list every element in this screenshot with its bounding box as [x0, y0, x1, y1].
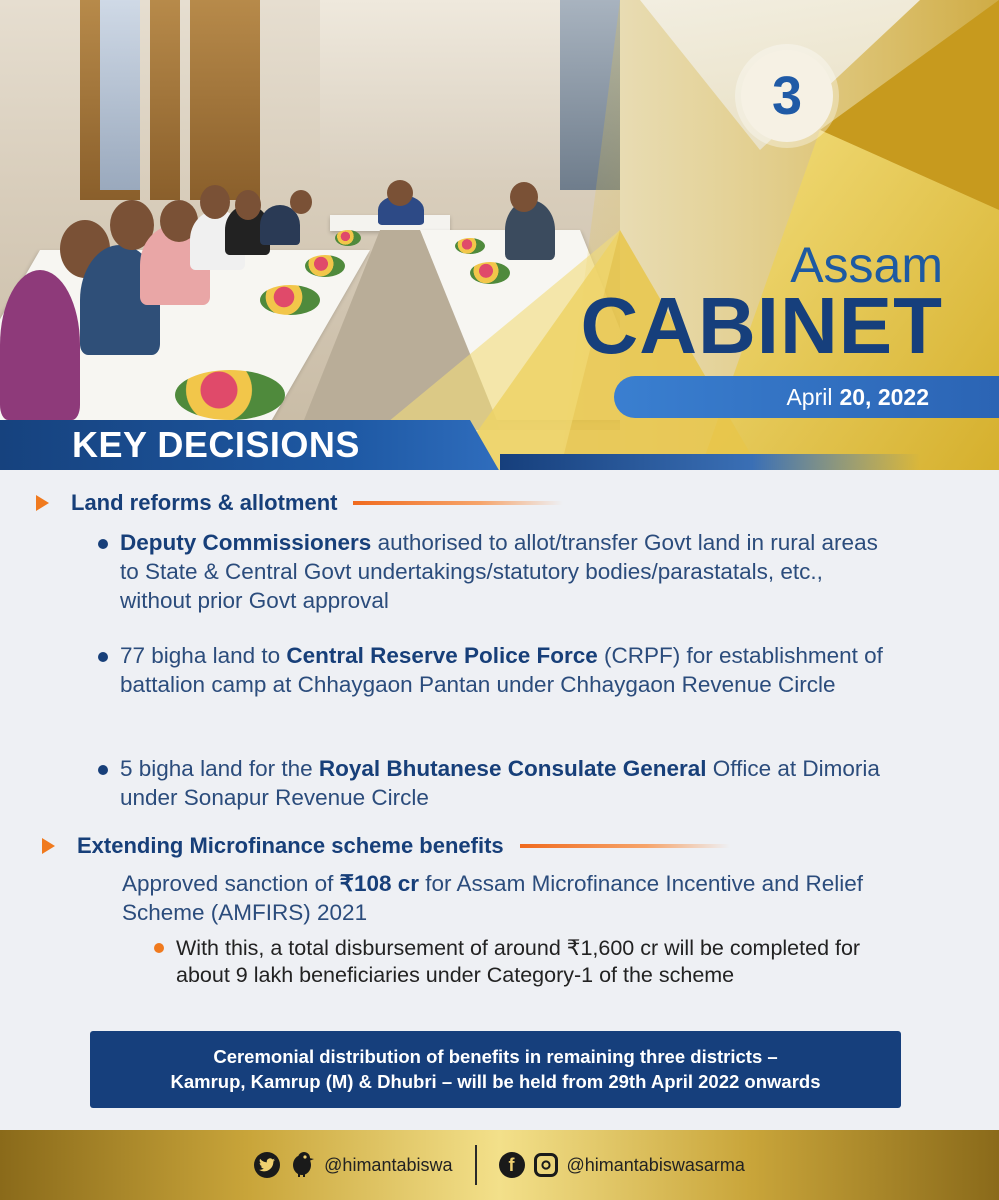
orange-bullet-dot: [154, 943, 164, 953]
date-pill: April 20, 2022: [614, 376, 999, 418]
section-title: Extending Microfinance scheme benefits: [77, 833, 504, 858]
orange-rule: [353, 501, 563, 505]
footer-bar: [0, 1130, 999, 1200]
notice-line-1: Ceremonial distribution of benefits in remaining three districts –: [213, 1046, 778, 1067]
list-item: Deputy Commissioners authorised to allot/transfer Govt land in rural areas to State & Central Govt undertakings/statutory bodies/parastatals, etc., without prior Govt approval: [120, 528, 890, 615]
list-item: 5 bigha land for the Royal Bhutanese Consulate General Office at Dimoria under Sonapur Revenue Circle: [120, 754, 890, 812]
hero-banner: [0, 0, 999, 470]
footer-divider: [475, 1145, 477, 1185]
arrow-icon: [36, 495, 49, 511]
section-microfinance: [42, 833, 730, 859]
decorative-stripe: [500, 454, 920, 470]
social-right: [499, 1152, 745, 1178]
handle-left[interactable]: @himantabiswa: [324, 1154, 453, 1175]
bullet-dot: [98, 539, 108, 549]
bullet-dot: [98, 765, 108, 775]
microfinance-intro: Approved sanction of ₹108 cr for Assam Microfinance Incentive and Relief Scheme (AMFIRS) 2021: [122, 871, 863, 925]
key-decisions-heading: KEY DECISIONS: [72, 424, 360, 465]
instagram-icon[interactable]: [534, 1153, 558, 1177]
koo-icon[interactable]: [289, 1149, 315, 1182]
facebook-icon[interactable]: f: [499, 1152, 525, 1178]
section-land-reforms: [36, 490, 563, 516]
orange-rule: [520, 844, 730, 848]
slide-number-badge: 3: [741, 50, 833, 142]
twitter-icon[interactable]: [254, 1152, 280, 1178]
handle-right[interactable]: @himantabiswasarma: [566, 1154, 745, 1175]
arrow-icon: [42, 838, 55, 854]
list-item: 77 bigha land to Central Reserve Police Force (CRPF) for establishment of battalion camp at Chhaygaon Pantan under Chhaygaon Revenue Circle: [120, 641, 890, 699]
notice-box: [90, 1031, 901, 1108]
sub-list-item: With this, a total disbursement of around ₹1,600 cr will be completed for about 9 lakh beneficiaries under Category-1 of the scheme: [176, 935, 896, 989]
notice-line-2: Kamrup, Kamrup (M) & Dhubri – will be held from 29th April 2022 onwards: [170, 1071, 821, 1092]
social-left: [254, 1149, 452, 1182]
title-assam: Assam: [790, 237, 943, 293]
section-title: Land reforms & allotment: [71, 490, 338, 515]
title-cabinet: CABINET: [580, 281, 943, 370]
bullet-dot: [98, 652, 108, 662]
